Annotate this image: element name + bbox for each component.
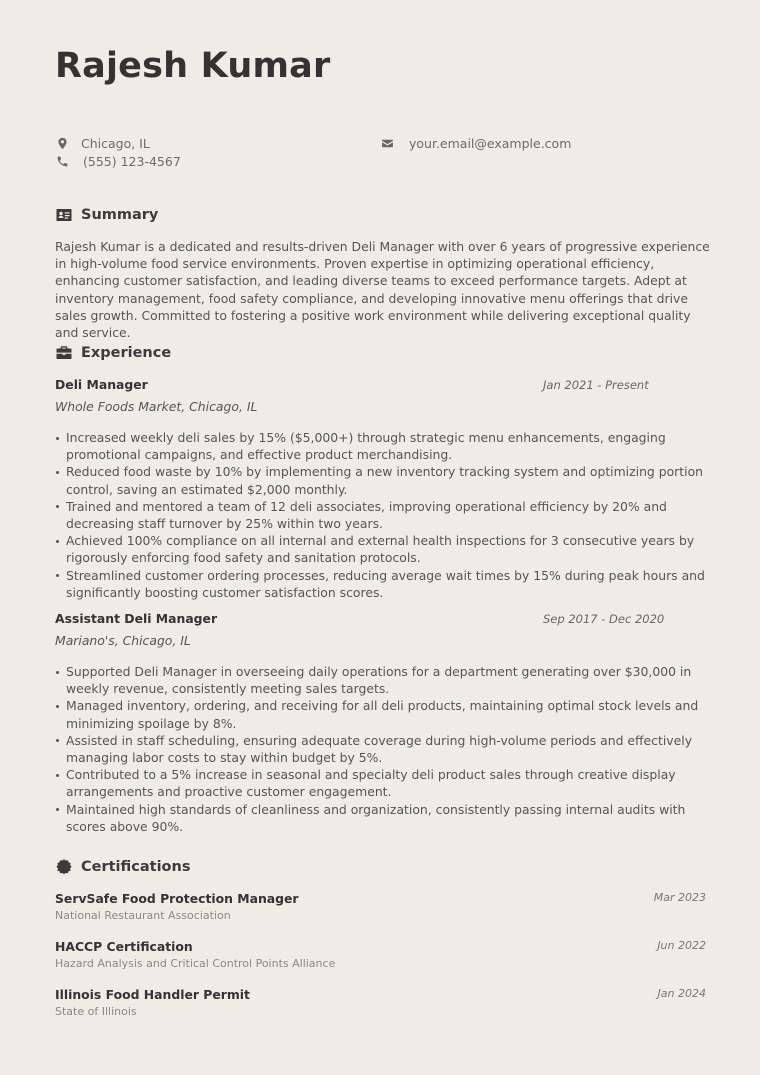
list-item: Maintained high standards of cleanliness and organization, consistently passing internal audits with scores above 90%. [55, 801, 720, 835]
job-company: Mariano's, Chicago, IL [55, 633, 191, 648]
contact-location [55, 134, 150, 152]
job-dates: Sep 2017 - Dec 2020 [543, 612, 665, 626]
phone-icon [55, 154, 69, 168]
job-bullets [55, 429, 720, 601]
certificate-badge-icon [55, 858, 73, 876]
contact-phone-text: (555) 123-4567 [83, 153, 181, 169]
list-item: Contributed to a 5% increase in seasonal and specialty deli product sales through creative display arrangements and proactive customer engagement. [55, 766, 720, 800]
cert-org: Hazard Analysis and Critical Control Points Alliance [55, 957, 336, 970]
list-item: Assisted in staff scheduling, ensuring adequate coverage during high-volume periods and effectively managing labor costs to stay within budget by 5%. [55, 732, 720, 766]
list-item: Reduced food waste by 10% by implementing a new inventory tracking system and optimizing portion control, saving an estimated $2,000 monthly. [55, 463, 720, 497]
cert-date: Mar 2023 [653, 891, 706, 904]
cert-org: State of Illinois [55, 1005, 137, 1018]
cert-date: Jan 2024 [657, 987, 706, 1000]
contact-location-text: Chicago, IL [81, 135, 150, 151]
job-dates: Jan 2021 - Present [543, 378, 649, 392]
contact-email-text[interactable]: your.email@example.com [409, 135, 572, 151]
map-pin-icon [55, 136, 69, 150]
certifications-heading [55, 858, 190, 876]
cert-name: ServSafe Food Protection Manager [55, 891, 299, 906]
list-item: Supported Deli Manager in overseeing daily operations for a department generating over $30,000 in weekly revenue, consistently meeting sales targets. [55, 663, 720, 697]
briefcase-icon [55, 344, 73, 362]
contact-email[interactable] [380, 134, 571, 152]
list-item: Achieved 100% compliance on all internal and external health inspections for 3 consecutive years by rigorously enforcing food safety and sanitation protocols. [55, 532, 720, 566]
list-item: Streamlined customer ordering processes, reducing average wait times by 15% during peak hours and significantly boosting customer satisfaction scores. [55, 567, 720, 601]
envelope-icon [380, 136, 394, 150]
contact-phone [55, 152, 181, 170]
summary-text: Rajesh Kumar is a dedicated and results-driven Deli Manager with over 6 years of progressive experience in high-volume food service environments. Proven expertise in optimizing operational efficiency, enhancing customer satisfaction, and leading diverse teams to exceed performance targets. Adept at inventory management, food safety compliance, and developing innovative menu offerings that drive sales growth. Committed to fostering a positive work environment while delivering exceptional quality and service. [55, 239, 710, 341]
certifications-title: Certifications [81, 859, 191, 875]
cert-name: Illinois Food Handler Permit [55, 987, 250, 1002]
summary-heading [55, 206, 158, 224]
experience-heading [55, 344, 171, 362]
job-bullets [55, 663, 720, 835]
job-company: Whole Foods Market, Chicago, IL [55, 399, 258, 414]
job-title: Deli Manager [55, 377, 148, 392]
job-title: Assistant Deli Manager [55, 611, 218, 626]
list-item: Managed inventory, ordering, and receiving for all deli products, maintaining optimal stock levels and minimizing spoilage by 8%. [55, 697, 720, 731]
resume-name: Rajesh Kumar [55, 46, 331, 86]
experience-title: Experience [81, 345, 172, 361]
cert-org: National Restaurant Association [55, 909, 231, 922]
cert-date: Jun 2022 [657, 939, 706, 952]
list-item: Trained and mentored a team of 12 deli associates, improving operational efficiency by 20% and decreasing staff turnover by 25% within two years. [55, 498, 720, 532]
id-card-icon [55, 206, 73, 224]
cert-name: HACCP Certification [55, 939, 193, 954]
list-item: Increased weekly deli sales by 15% ($5,000+) through strategic menu enhancements, engaging promotional campaigns, and effective product merchandising. [55, 429, 720, 463]
summary-title: Summary [81, 207, 159, 223]
